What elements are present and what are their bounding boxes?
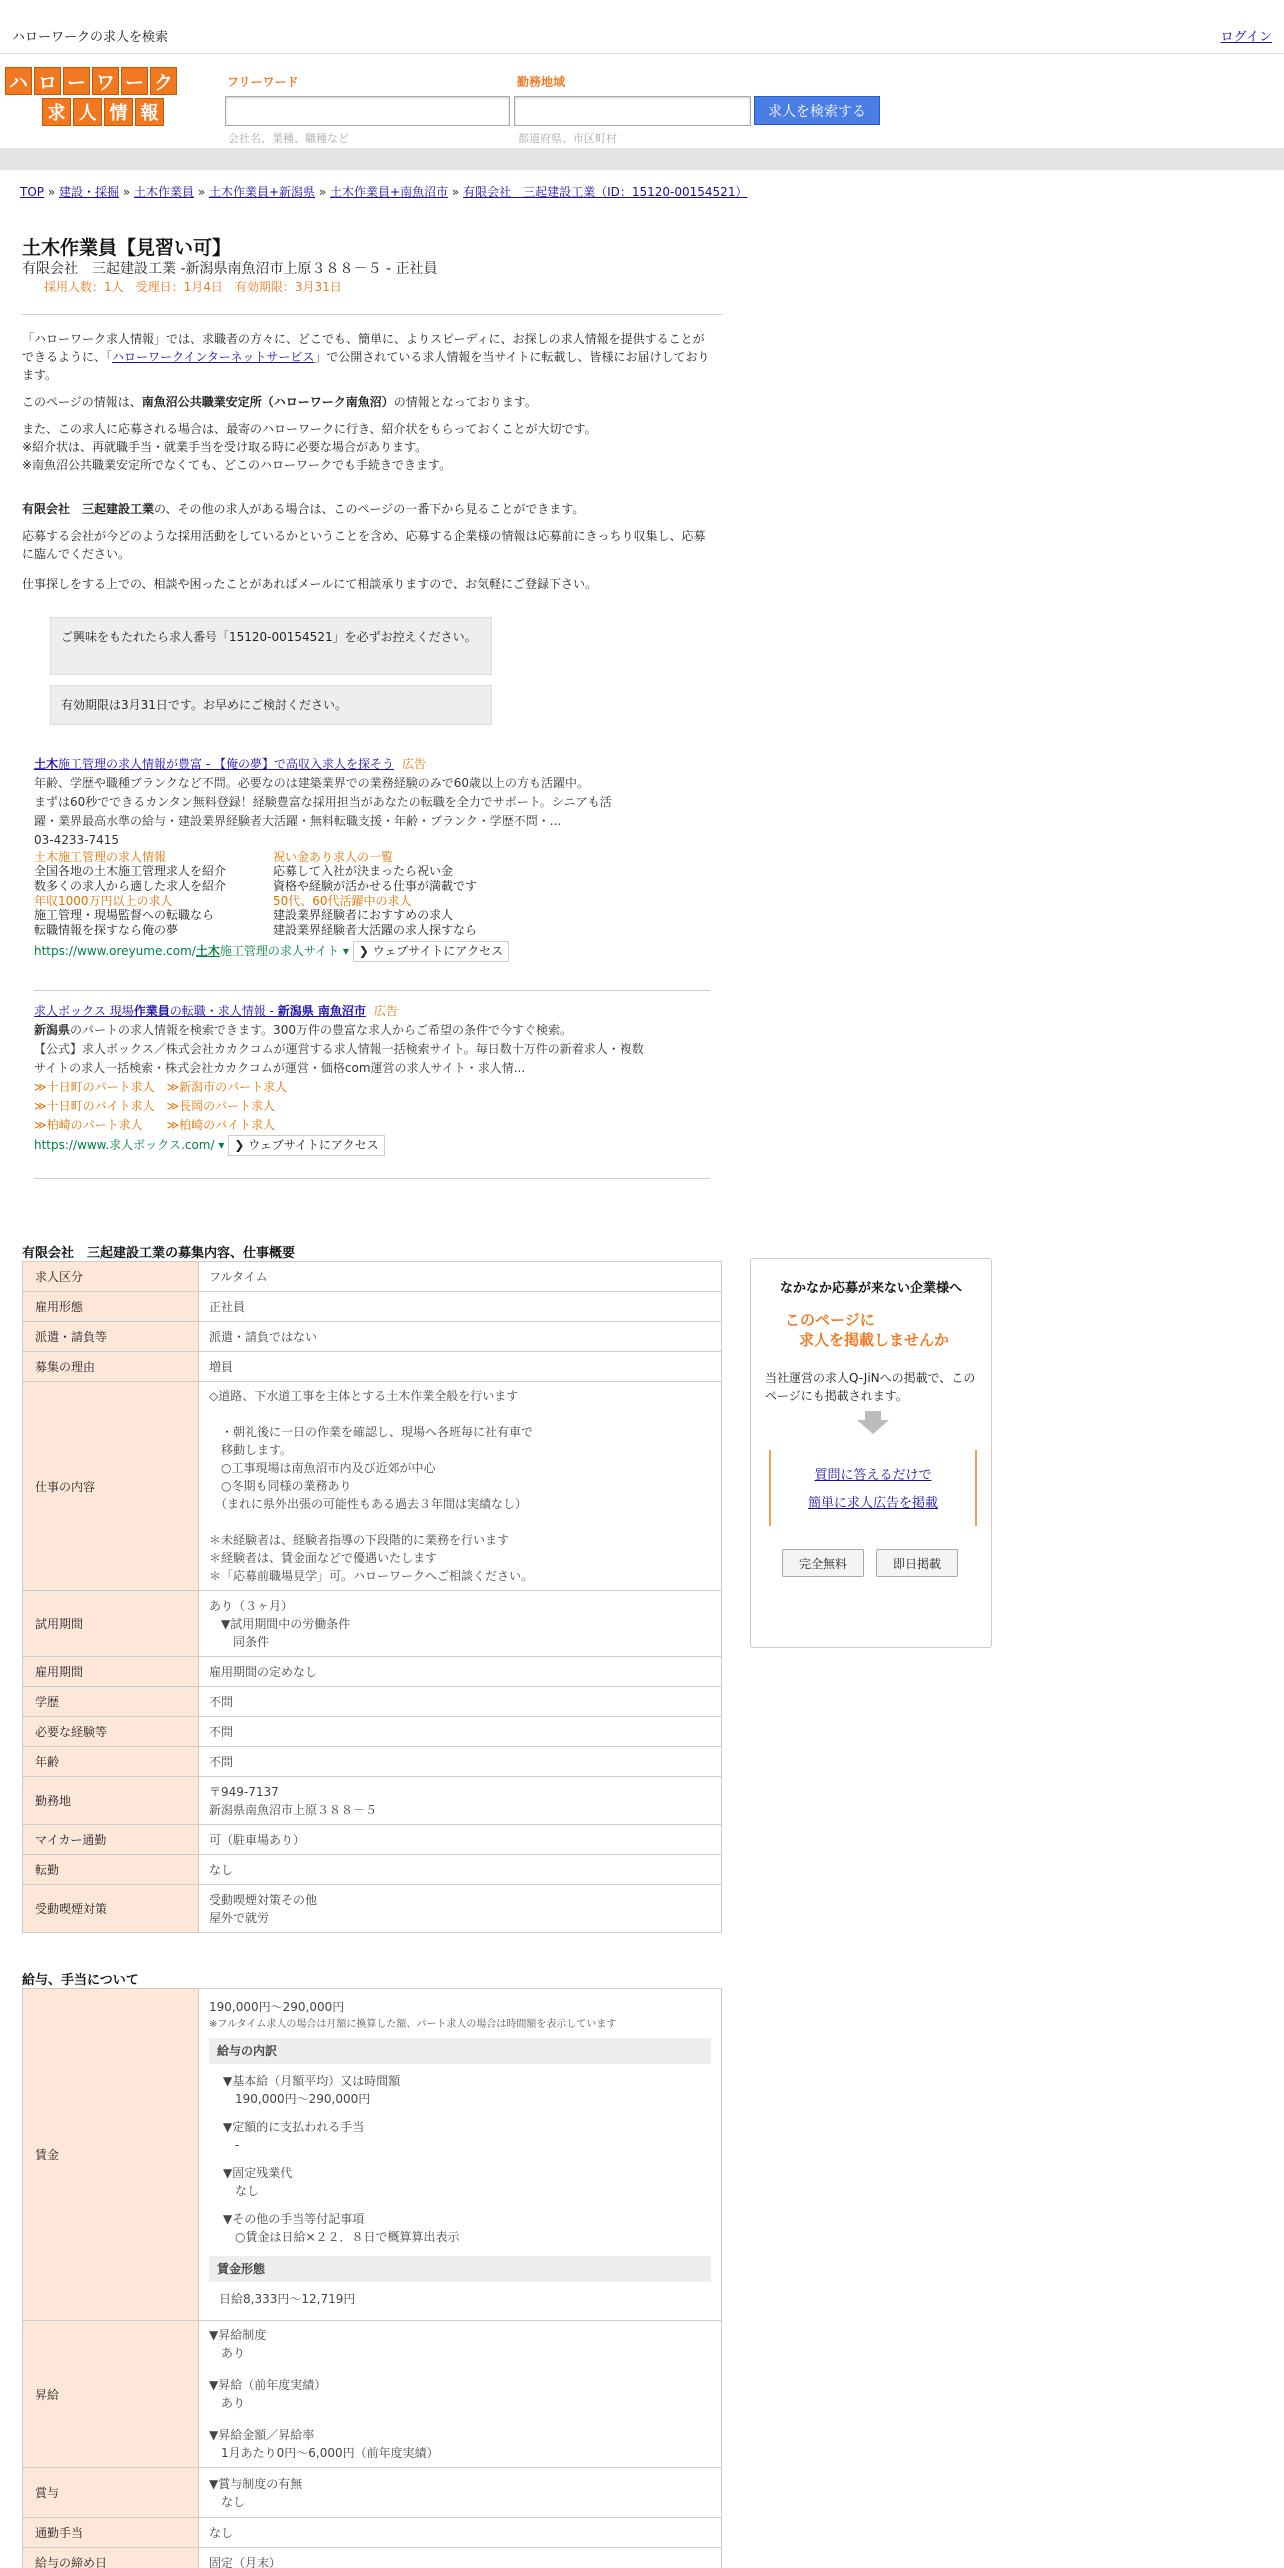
recruit-table bbox=[22, 1261, 722, 1933]
intro-paragraph-6: 仕事探しをする上での、相談や困ったことがあればメールにて相談承りますので、お気軽にご登録下さい。 bbox=[22, 577, 598, 591]
ad2-title-link[interactable]: 求人ボックス 現場作業員の転職・求人情報 - 新潟県 南魚沼市 bbox=[34, 1004, 366, 1018]
table-row bbox=[23, 1687, 722, 1717]
side-link-1[interactable]: 質問に答えるだけで bbox=[814, 1468, 932, 1483]
logo-char: 情 bbox=[104, 98, 133, 126]
row-value: 不問 bbox=[199, 1687, 722, 1717]
breadcrumb-top[interactable]: TOP bbox=[20, 185, 45, 199]
ad2-link[interactable]: ≫十日町のパート求人 bbox=[34, 1080, 155, 1094]
job-meta: 採用人数：1人 受理日：1月4日 有効期限：3月31日 bbox=[44, 280, 342, 294]
logo-char: ハ bbox=[5, 67, 32, 95]
breadcrumb-category[interactable]: 建設・採掘 bbox=[59, 185, 120, 199]
down-arrow-icon bbox=[857, 1420, 889, 1434]
ad1-desc-1: 年齢、学歴や職種ブランクなど不問。必要なのは建築業界での業務経験のみで60歳以上の方も活躍中。 bbox=[34, 776, 590, 790]
table-row bbox=[23, 1885, 722, 1933]
wage-range: 190,000円〜290,000円 bbox=[209, 1999, 345, 2014]
ad1-url[interactable]: https://www.oreyume.com/土木施工管理の求人サイト ▾ bbox=[34, 944, 349, 958]
table-row bbox=[23, 1591, 722, 1657]
ad1-sitelink[interactable]: 土木施工管理の求人情報 全国各地の土木施工管理求人を紹介 数多くの求人から適した求人を紹介 bbox=[34, 850, 227, 893]
recruit-section-title: 有限会社 三起建設工業の募集内容、仕事概要 bbox=[22, 1246, 296, 1261]
ad2-link[interactable]: ≫新潟市のパート求人 bbox=[166, 1080, 288, 1094]
table-row bbox=[23, 1717, 722, 1747]
ad2-link[interactable]: ≫柏崎のバイト求人 bbox=[166, 1118, 276, 1132]
ad2-link[interactable]: ≫柏崎のパート求人 bbox=[34, 1118, 143, 1132]
logo-char: ー bbox=[63, 67, 90, 95]
keyword-label: フリーワード bbox=[227, 75, 299, 89]
row-key: 募集の理由 bbox=[23, 1352, 199, 1382]
area-label: 勤務地域 bbox=[517, 75, 566, 89]
row-value: 受動喫煙対策その他 屋外で就労 bbox=[199, 1885, 722, 1933]
logo-char: 求 bbox=[42, 98, 71, 126]
wage-breakdown-label: 給与の内訳 bbox=[209, 2038, 711, 2064]
ad2-desc-2: 【公式】求人ボックス／株式会社カカクコムが運営する求人情報一括検索サイト。毎日数十万件の新着求人・複数サイトの求人一括検索・株式会社カカクコムが運営・価格com運営の求人サイト・求人情... bbox=[34, 1042, 644, 1075]
ad1-sitelink[interactable]: 祝い金あり求人の一覧 応募して入社が決まったら祝い金 資格や経験が活かせる仕事が満載です bbox=[273, 850, 478, 893]
row-key: 勤務地 bbox=[23, 1777, 199, 1825]
wage-form: 日給8,333円〜12,719円 bbox=[219, 2291, 356, 2306]
divider bbox=[22, 314, 722, 315]
keyword-input[interactable] bbox=[225, 96, 510, 126]
row-value: 派遣・請負ではない bbox=[199, 1322, 722, 1352]
row-key: 学歴 bbox=[23, 1687, 199, 1717]
row-value: 〒949-7137 新潟県南魚沼市上原３８８－５ bbox=[199, 1777, 722, 1825]
intro-paragraph-2: このページの情報は、南魚沼公共職業安定所（ハローワーク南魚沼）の情報となっております。 bbox=[22, 395, 537, 409]
row-key: 雇用形態 bbox=[23, 1292, 199, 1322]
ad1-desc-2: まずは60秒でできるカンタン無料登録！経験豊富な採用担当があなたの転職を全力でサポート。シニアも活躍・業界最高水準の給与・建設業界経験者大活躍・無料転職支援・年齢・ブランク・学歴不問・... bbox=[34, 795, 612, 828]
header-divider bbox=[0, 148, 1284, 170]
row-key: 求人区分 bbox=[23, 1262, 199, 1292]
ad1-sitelink[interactable]: 年収1000万円以上の求人 施工管理・現場監督への転職なら 転職情報を探すなら俺の夢 bbox=[34, 894, 215, 937]
keyword-hint: 会社名、業種、職種など bbox=[228, 132, 349, 145]
same-day-button[interactable]: 即日掲載 bbox=[876, 1549, 958, 1577]
divider bbox=[34, 1178, 710, 1179]
ad-kyujinbox bbox=[34, 1002, 714, 1156]
pay-key: 給与の締め日 bbox=[23, 2548, 199, 2568]
header bbox=[0, 55, 1284, 147]
logo-char: ロ bbox=[34, 67, 61, 95]
job-number-note: ご興味をもたれたら求人番号「15120-00154521」を必ずお控えください。 bbox=[50, 617, 492, 675]
table-row bbox=[23, 1262, 722, 1292]
table-row bbox=[23, 1825, 722, 1855]
side-description: 当社運営の求人Q-JiNへの掲載で、このページにも掲載されます。 bbox=[765, 1371, 976, 1403]
row-value: ◇道路、下水道工事を主体とする土木作業全般を行います ・朝礼後に一日の作業を確認し、現場へ各班毎に社有車で 移動します。 ○工事現場は南魚沼市内及び近郊が中心 ○冬期も同様の業務あり （まれに県外出張の可能性もある過去３年間は実績なし） ＊未経験者は、経験者指導の下段階的に業務を行います ＊経験者は、賃金面などで優遇いたします ＊「応募前職場見学」可。ハローワークへご相談ください。 bbox=[199, 1382, 722, 1591]
pay-value: ▼昇給制度 あり ▼昇給（前年度実績） あり ▼昇給金額／昇給率 1月あたり0円〜6,000円（前年度実績） bbox=[199, 2321, 722, 2468]
row-value: 不問 bbox=[199, 1717, 722, 1747]
site-logo[interactable] bbox=[5, 67, 181, 127]
ad1-tag: 広告 bbox=[401, 757, 426, 771]
ad2-access-button[interactable]: ❯ ウェブサイトにアクセス bbox=[228, 1135, 384, 1156]
row-value: あり（３ヶ月） ▼試用期間中の労働条件 同条件 bbox=[199, 1591, 722, 1657]
company-line: 有限会社 三起建設工業 -新潟県南魚沼市上原３８８－５ - 正社員 bbox=[22, 261, 438, 277]
ad1-sitelink[interactable]: 50代、60代活躍中の求人 建設業界経験者におすすめの求人 建設業界経験者大活躍の求人探すなら bbox=[273, 894, 478, 937]
ad2-link[interactable]: ≫長岡のパート求人 bbox=[166, 1099, 276, 1113]
pay-section-title: 給与、手当について bbox=[22, 1973, 139, 1988]
row-key: 必要な経験等 bbox=[23, 1717, 199, 1747]
wage-form-label: 賃金形態 bbox=[209, 2256, 711, 2282]
breadcrumb: TOP » 建設・採掘 » 土木作業員 » 土木作業員+新潟県 » 土木作業員+南魚沼市 » 有限会社 三起建設工業（ID：15120-00154521） bbox=[20, 185, 748, 199]
divider bbox=[34, 990, 710, 991]
ad2-link[interactable]: ≫十日町のバイト求人 bbox=[34, 1099, 155, 1113]
intro-paragraph-3: また、この求人に応募される場合は、最寄のハローワークに行き、紹介状をもらっておくことが大切です。 ※紹介状は、再就職手当・就業手当を受け取る時に必要な場合があります。 ※南魚沼公共職業安定所でなくても、どこのハローワークでも手続きできます。 bbox=[22, 422, 597, 472]
search-button[interactable]: 求人を検索する bbox=[754, 96, 880, 125]
area-input[interactable] bbox=[514, 96, 751, 126]
pay-value bbox=[199, 1989, 722, 2321]
intro-paragraph-4: 有限会社 三起建設工業の、その他の求人がある場合は、このページの一番下から見ることができます。 bbox=[22, 502, 585, 516]
login-link[interactable]: ログイン bbox=[1220, 30, 1272, 45]
ad1-phone[interactable]: 03-4233-7415 bbox=[34, 833, 120, 847]
ad2-tag: 広告 bbox=[373, 1004, 398, 1018]
logo-char: ー bbox=[121, 67, 148, 95]
breadcrumb-occupation[interactable]: 土木作業員 bbox=[134, 185, 195, 199]
pay-value: 固定（月末） bbox=[199, 2548, 722, 2568]
row-key: 年齢 bbox=[23, 1747, 199, 1777]
top-bar bbox=[0, 0, 1284, 54]
ad2-url[interactable]: https://www.求人ボックス.com/ ▾ bbox=[34, 1138, 225, 1152]
intro-paragraph-1: 「ハローワーク求人情報」では、求職者の方々に、どこでも、簡単に、よりスピーディに、お探しの求人情報を提供することができるように、「ハローワークインターネットサービス」で公開されている求人情報を当サイトに転載し、皆様にお届けしております。 bbox=[22, 332, 710, 382]
logo-char: ワ bbox=[92, 67, 119, 95]
ad1-sitelinks bbox=[34, 850, 714, 938]
ad2-links bbox=[34, 1078, 714, 1135]
row-key: 派遣・請負等 bbox=[23, 1322, 199, 1352]
side-link-box bbox=[769, 1450, 977, 1526]
row-value: 可（駐車場あり） bbox=[199, 1825, 722, 1855]
ad-oreyume bbox=[34, 755, 714, 962]
free-button[interactable]: 完全無料 bbox=[782, 1549, 864, 1577]
table-row bbox=[23, 1657, 722, 1687]
ad2-desc-1: 新潟県のパートの求人情報を検索できます。300万件の豊富な求人からご希望の条件で今すぐ検索。 bbox=[34, 1023, 572, 1037]
table-row bbox=[23, 1747, 722, 1777]
breadcrumb-city[interactable]: 土木作業員+南魚沼市 bbox=[330, 185, 449, 199]
row-value: なし bbox=[199, 1855, 722, 1885]
page-title: 土木作業員【見習い可】 bbox=[22, 237, 232, 259]
area-hint: 都道府県、市区町村 bbox=[518, 132, 617, 145]
logo-char: ク bbox=[150, 67, 177, 95]
site-title: ハローワークの求人を検索 bbox=[12, 30, 169, 45]
breadcrumb-prefecture[interactable]: 土木作業員+新潟県 bbox=[209, 185, 316, 199]
pay-key: 昇給 bbox=[23, 2321, 199, 2468]
row-key: マイカー通勤 bbox=[23, 1825, 199, 1855]
logo-char: 人 bbox=[73, 98, 102, 126]
breadcrumb-current[interactable]: 有限会社 三起建設工業（ID：15120-00154521） bbox=[463, 185, 748, 199]
table-row bbox=[23, 1855, 722, 1885]
row-key: 受動喫煙対策 bbox=[23, 1885, 199, 1933]
pay-value: ▼賞与制度の有無 なし bbox=[199, 2468, 722, 2518]
side-offer-1: このページに bbox=[785, 1311, 875, 1329]
row-key: 試用期間 bbox=[23, 1591, 199, 1657]
pay-value: なし bbox=[199, 2518, 722, 2548]
table-row bbox=[23, 1382, 722, 1591]
table-row bbox=[23, 1292, 722, 1322]
logo-char: 報 bbox=[135, 98, 164, 126]
table-row bbox=[23, 1352, 722, 1382]
wage-note: ※フルタイム求人の場合は月額に換算した額、パート求人の場合は時間額を表示しています bbox=[209, 2018, 617, 2030]
expiry-note: 有効期限は3月31日です。お早めにご検討ください。 bbox=[50, 685, 492, 725]
table-row bbox=[23, 1777, 722, 1825]
row-value: 不問 bbox=[199, 1747, 722, 1777]
pay-table bbox=[22, 1988, 722, 2568]
row-key: 雇用期間 bbox=[23, 1657, 199, 1687]
pay-key: 賃金 bbox=[23, 1989, 199, 2321]
row-value: 増員 bbox=[199, 1352, 722, 1382]
row-key: 転勤 bbox=[23, 1855, 199, 1885]
ad1-access-button[interactable]: ❯ ウェブサイトにアクセス bbox=[353, 941, 509, 962]
intro-paragraph-5: 応募する会社が今どのような採用活動をしているかということを含め、応募する企業様の情報は応募前にきっちり収集し、応募に臨んでください。 bbox=[22, 529, 706, 561]
side-ad-box bbox=[750, 1258, 992, 1648]
row-value: フルタイム bbox=[199, 1262, 722, 1292]
row-value: 雇用期間の定めなし bbox=[199, 1657, 722, 1687]
side-offer-2: 求人を掲載しませんか bbox=[799, 1331, 950, 1349]
table-row bbox=[23, 1322, 722, 1352]
row-key: 仕事の内容 bbox=[23, 1382, 199, 1591]
hellowork-internet-link[interactable]: ハローワークインターネットサービス bbox=[112, 350, 315, 364]
wage-breakdown: ▼基本給（月額平均）又は時間額 190,000円〜290,000円 ▼定額的に支払われる手当 - ▼固定残業代 なし ▼その他の手当等付記事項 ○賃金は日給×２２．８日で概算算出表示 bbox=[223, 2073, 460, 2244]
row-value: 正社員 bbox=[199, 1292, 722, 1322]
ad1-title-link[interactable]: 土木施工管理の求人情報が豊富 - 【俺の夢】で高収入求人を探そう bbox=[34, 757, 394, 771]
side-link-2[interactable]: 簡単に求人広告を掲載 bbox=[807, 1496, 938, 1511]
side-heading: なかなか応募が来ない企業様へ bbox=[779, 1281, 962, 1296]
pay-key: 通勤手当 bbox=[23, 2518, 199, 2548]
pay-key: 賞与 bbox=[23, 2468, 199, 2518]
